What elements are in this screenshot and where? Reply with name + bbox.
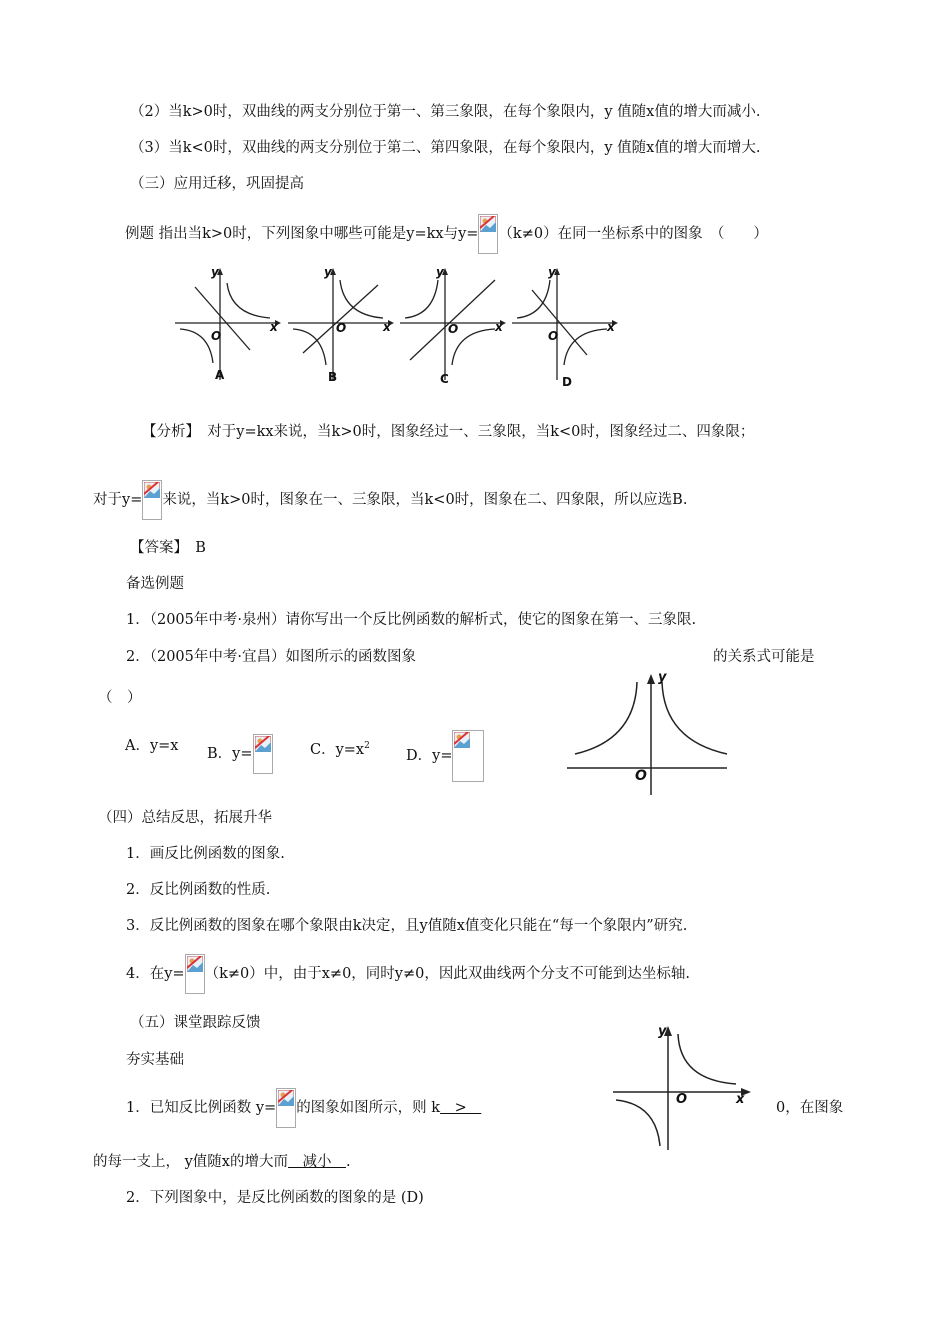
text: . — [345, 1154, 351, 1170]
analysis-line: 【分析】 对于y=kx来说，当k>0时，图象经过一、三象限，当k<0时，图象经过二、四象限； — [142, 424, 755, 440]
x-axis-label: x — [383, 320, 391, 334]
formula-image — [253, 734, 273, 774]
text: 的每一支上， y值随x的增大而 — [93, 1154, 288, 1170]
text: 对于y= — [93, 492, 143, 508]
answer-line: 【答案】 B — [130, 540, 206, 556]
graph-exercise-1 — [608, 1022, 758, 1152]
option-b — [207, 730, 273, 778]
x-axis-label: x — [736, 1092, 745, 1107]
origin-label: O — [676, 1092, 688, 1107]
text: C．y=x — [310, 741, 365, 758]
graph-label: B — [328, 370, 338, 384]
text: 1．已知反比例函数 y= — [126, 1100, 277, 1116]
text: D．y= — [406, 748, 453, 764]
formula-image — [142, 480, 162, 520]
question-2-tail: 的关系式可能是 — [713, 649, 815, 665]
section-heading: 备选例题 — [126, 576, 184, 592]
y-axis-label: y — [658, 670, 667, 685]
broken-image-icon — [255, 736, 271, 752]
section-subheading: 夯实基础 — [126, 1052, 184, 1068]
option-a: A．y=x — [125, 738, 179, 754]
origin-label: O — [211, 329, 222, 343]
question-2-paren: （ ） — [98, 690, 142, 706]
y-axis-label: y — [436, 265, 444, 279]
graph-a — [175, 265, 285, 385]
graph-c — [400, 265, 510, 385]
example-question — [125, 210, 768, 258]
text: 例题 指出当k>0时，下列图象中哪些可能是y=kx与y= — [125, 226, 479, 242]
summary-item: 1．画反比例函数的图象. — [126, 846, 285, 862]
graph-label: D — [562, 375, 572, 389]
broken-image-icon — [144, 482, 160, 498]
text: B．y= — [207, 746, 253, 762]
text-line: （3）当k<0时，双曲线的两支分别位于第二、第四象限，在每个象限内，y 值随x值的增大而增大. — [130, 140, 761, 156]
text: 来说，当k>0时，图象在一、三象限，当k<0时，图象在二、四象限，所以应选B. — [162, 492, 688, 508]
formula-image — [452, 730, 484, 782]
text: （k≠0）中，由于x≠0，同时y≠0，因此双曲线两个分支不可能到达坐标轴. — [204, 966, 690, 982]
y-axis-label: y — [211, 265, 219, 279]
broken-image-icon — [187, 956, 203, 972]
broken-image-icon — [278, 1090, 294, 1106]
origin-label: O — [336, 321, 347, 335]
exercise-1-tail: 0，在图象 — [776, 1100, 844, 1116]
section-heading: （五）课堂跟踪反馈 — [130, 1015, 261, 1031]
x-axis-label: x — [270, 320, 278, 334]
option-c — [310, 736, 370, 760]
origin-label: O — [448, 322, 459, 336]
question-1: 1．（2005年中考·泉州）请你写出一个反比例函数的解析式，使它的图象在第一、三象限. — [126, 612, 697, 628]
origin-label: O — [635, 768, 647, 784]
question-2: 2．（2005年中考·宜昌）如图所示的函数图象 — [126, 649, 416, 665]
graph-d — [512, 265, 622, 389]
y-axis-label: y — [548, 265, 556, 279]
text: 4．在y= — [126, 966, 185, 982]
summary-item: 2．反比例函数的性质. — [126, 882, 271, 898]
exercise-2: 2．下列图象中，是反比例函数的图象的是 (D) — [126, 1190, 424, 1206]
formula-image — [478, 214, 498, 254]
text: 的图象如图所示，则 k — [296, 1100, 441, 1116]
exercise-1 — [126, 1084, 481, 1132]
graph-question-2 — [565, 670, 740, 800]
analysis-line — [93, 476, 687, 524]
text: （k≠0）在同一坐标系中的图象 （ ） — [498, 226, 768, 242]
y-axis-label: y — [324, 265, 332, 279]
y-axis-label: y — [658, 1024, 667, 1039]
text-line: （2）当k>0时，双曲线的两支分别位于第一、第三象限，在每个象限内，y 值随x值的增大而减小. — [130, 104, 761, 120]
graph-b — [288, 265, 398, 385]
broken-image-icon — [454, 732, 470, 748]
graph-label: C — [440, 372, 449, 386]
option-d — [406, 730, 484, 782]
superscript: 2 — [364, 741, 370, 751]
formula-image — [185, 954, 205, 994]
exercise-1-cont — [93, 1152, 351, 1172]
broken-image-icon — [480, 216, 496, 232]
section-heading: （三）应用迁移，巩固提高 — [130, 176, 304, 192]
formula-image — [276, 1088, 296, 1128]
origin-label: O — [548, 329, 559, 343]
x-axis-label: x — [607, 320, 615, 334]
summary-item — [126, 950, 690, 998]
summary-item: 3．反比例函数的图象在哪个象限由k决定，且y值随x值变化只能在“每一个象限内”研究. — [126, 918, 688, 934]
section-heading: （四）总结反思，拓展升华 — [98, 810, 272, 826]
graph-label: A — [215, 368, 225, 382]
answer-blank: > — [440, 1100, 482, 1116]
answer-blank: 减小 — [287, 1154, 346, 1170]
x-axis-label: x — [495, 320, 503, 334]
